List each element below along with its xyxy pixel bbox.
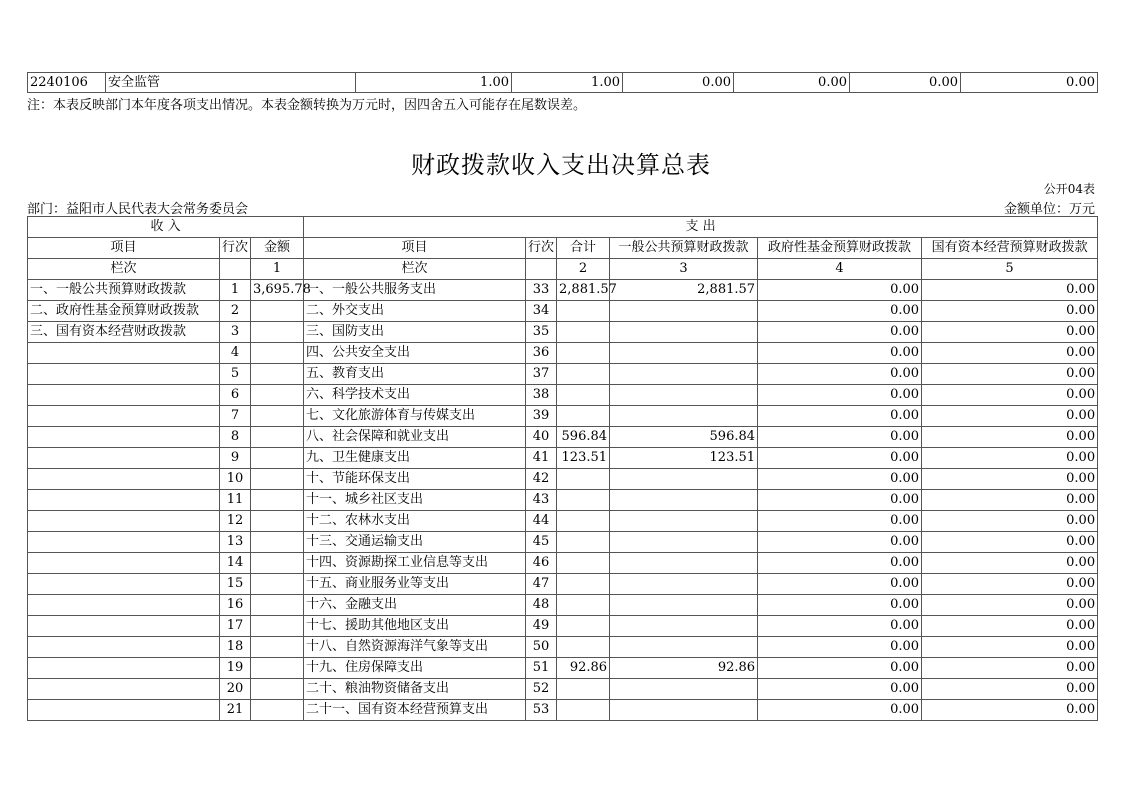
gov-fund-cell: 0.00 [758,700,922,721]
general-budget-cell: 123.51 [610,448,758,469]
expense-row-no-cell: 41 [526,448,557,469]
income-item-cell [28,637,220,658]
income-amount-cell [251,406,304,427]
total-cell [557,616,610,637]
general-budget-cell [610,637,758,658]
income-row-no-cell: 7 [220,406,251,427]
general-budget-cell [610,700,758,721]
soe-cell: 0.00 [922,532,1098,553]
total-cell [557,490,610,511]
table-row [28,406,1098,427]
soe-cell: 0.00 [922,280,1098,301]
expense-item-cell: 十六、金融支出 [304,595,526,616]
total-cell [557,343,610,364]
income-item-cell [28,658,220,679]
gov-fund-cell: 0.00 [758,427,922,448]
total-cell [557,301,610,322]
expense-row-no-cell: 40 [526,427,557,448]
income-amount-cell [251,658,304,679]
expense-item-cell: 十四、资源勘探工业信息等支出 [304,553,526,574]
income-row-no-cell: 9 [220,448,251,469]
expense-row-no-cell: 49 [526,616,557,637]
income-item-cell [28,448,220,469]
income-amount-cell [251,364,304,385]
income-amount-cell [251,427,304,448]
total-cell: 596.84 [557,427,610,448]
income-row-no-cell: 18 [220,637,251,658]
gov-fund-cell: 0.00 [758,532,922,553]
income-row-no-cell: 21 [220,700,251,721]
income-item-cell [28,406,220,427]
soe-cell: 0.00 [922,364,1098,385]
soe-cell: 0.00 [922,553,1098,574]
gov-fund-cell: 0.00 [758,574,922,595]
header-row [28,259,1098,280]
general-budget-cell [610,511,758,532]
income-item-cell [28,553,220,574]
general-budget-cell [610,322,758,343]
soe-cell: 0.00 [922,301,1098,322]
general-budget-cell: 596.84 [610,427,758,448]
row-no-header: 行次 [526,238,557,259]
total-cell [557,700,610,721]
total-cell: 92.86 [557,658,610,679]
table-row [28,658,1098,679]
general-budget-cell [610,364,758,385]
table-row [28,385,1098,406]
expense-row-no-cell: 38 [526,385,557,406]
expense-item-cell: 十五、商业服务业等支出 [304,574,526,595]
income-amount-cell [251,700,304,721]
table-row [28,427,1098,448]
income-amount-cell [251,553,304,574]
table-row [28,469,1098,490]
income-amount-cell [251,322,304,343]
soe-cell: 0.00 [922,385,1098,406]
general-budget-cell: 92.86 [610,658,758,679]
table-row [28,343,1098,364]
income-row-no-cell: 15 [220,574,251,595]
expense-row-no-cell: 48 [526,595,557,616]
header-row [28,217,1098,238]
table-row [28,700,1098,721]
expense-item-cell: 十二、农林水支出 [304,511,526,532]
expense-row-no-cell: 52 [526,679,557,700]
soe-cell: 0.00 [922,427,1098,448]
expense-item-cell: 一、一般公共服务支出 [304,280,526,301]
expense-row-no-cell: 45 [526,532,557,553]
column-index: 1 [251,259,304,280]
expense-row-no-cell: 53 [526,700,557,721]
table-row [28,364,1098,385]
table-row [28,532,1098,553]
total-cell: 2,881.57 [557,280,610,301]
income-row-no-cell: 8 [220,427,251,448]
expense-item-cell: 三、国防支出 [304,322,526,343]
soe-cell: 0.00 [922,448,1098,469]
page-title: 财政拨款收入支出决算总表 [411,151,711,179]
income-row-no-cell: 6 [220,385,251,406]
gov-fund-cell: 0.00 [758,637,922,658]
expense-item-cell: 五、教育支出 [304,364,526,385]
gov-fund-cell: 0.00 [758,322,922,343]
gov-fund-cell: 0.00 [758,679,922,700]
income-item-cell [28,511,220,532]
column-index [220,259,251,280]
expense-item-cell: 四、公共安全支出 [304,343,526,364]
header-row [28,238,1098,259]
soe-cell: 0.00 [922,406,1098,427]
income-item-cell [28,343,220,364]
gov-fund-cell: 0.00 [758,448,922,469]
soe-cell: 0.00 [922,616,1098,637]
unit-label: 金额单位：万元 [1003,202,1095,217]
gov-fund-cell: 0.00 [758,301,922,322]
gov-fund-cell: 0.00 [758,343,922,364]
gov-fund-cell: 0.00 [758,280,922,301]
table-row [28,637,1098,658]
expense-item-cell: 七、文化旅游体育与传媒支出 [304,406,526,427]
column-index: 4 [758,259,922,280]
value-cell: 0.00 [850,73,961,93]
value-cell: 0.00 [623,73,734,93]
expense-row-no-cell: 36 [526,343,557,364]
table-number: 公开04表 [1043,182,1095,196]
soe-cell: 0.00 [922,511,1098,532]
soe-cell: 0.00 [922,574,1098,595]
expense-row-no-cell: 44 [526,511,557,532]
gov-fund-cell: 0.00 [758,406,922,427]
total-cell [557,406,610,427]
table-row [28,322,1098,343]
income-amount-cell [251,448,304,469]
name-cell: 安全监管 [106,73,356,93]
table-row [28,280,1098,301]
total-cell [557,511,610,532]
income-row-no-cell: 19 [220,658,251,679]
soe-cell: 0.00 [922,343,1098,364]
expense-item-cell: 十一、城乡社区支出 [304,490,526,511]
expense-item-cell: 十七、援助其他地区支出 [304,616,526,637]
gov-fund-cell: 0.00 [758,553,922,574]
column-index: 5 [922,259,1098,280]
income-row-no-cell: 12 [220,511,251,532]
expense-item-cell: 二、外交支出 [304,301,526,322]
value-cell: 1.00 [356,73,512,93]
gov-fund-cell: 0.00 [758,511,922,532]
total-cell [557,595,610,616]
expense-item-cell: 六、科学技术支出 [304,385,526,406]
expense-row-no-cell: 39 [526,406,557,427]
expense-item-cell: 二十、粮油物资储备支出 [304,679,526,700]
income-item-cell [28,385,220,406]
expense-row-no-cell: 46 [526,553,557,574]
general-budget-cell [610,616,758,637]
table-row [28,595,1098,616]
income-item-cell: 一、一般公共预算财政拨款 [28,280,220,301]
item-header: 项目 [304,238,526,259]
income-item-cell [28,532,220,553]
expense-row-no-cell: 35 [526,322,557,343]
income-item-cell [28,679,220,700]
general-budget-cell [610,574,758,595]
amount-header: 金额 [251,238,304,259]
expense-row-no-cell: 37 [526,364,557,385]
total-cell [557,364,610,385]
total-cell [557,679,610,700]
expense-row-no-cell: 51 [526,658,557,679]
table-note: 注：本表反映部门本年度各项支出情况。本表金额转换为万元时，因四舍五入可能存在尾数误差。 [27,98,587,113]
expense-item-cell: 十、节能环保支出 [304,469,526,490]
expense-row-no-cell: 34 [526,301,557,322]
income-amount-cell [251,385,304,406]
expense-header: 支 出 [304,217,1098,238]
general-budget-cell [610,343,758,364]
column-index [526,259,557,280]
department-label: 部门：益阳市人民代表大会常务委员会 [27,202,249,217]
table-row [28,301,1098,322]
expense-row-no-cell: 50 [526,637,557,658]
total-header: 合计 [557,238,610,259]
total-cell [557,532,610,553]
expense-item-cell: 十三、交通运输支出 [304,532,526,553]
income-row-no-cell: 2 [220,301,251,322]
table-row [28,490,1098,511]
income-amount-cell [251,574,304,595]
general-budget-cell [610,385,758,406]
code-cell: 2240106 [28,73,106,93]
income-item-cell: 二、政府性基金预算财政拨款 [28,301,220,322]
table-row [28,679,1098,700]
income-amount-cell [251,679,304,700]
value-cell: 0.00 [961,73,1098,93]
income-header: 收 入 [28,217,304,238]
expense-item-cell: 十九、住房保障支出 [304,658,526,679]
general-budget-cell [610,490,758,511]
income-row-no-cell: 10 [220,469,251,490]
expense-item-cell: 十八、自然资源海洋气象等支出 [304,637,526,658]
expense-row-no-cell: 43 [526,490,557,511]
gov-fund-header: 政府性基金预算财政拨款 [758,238,922,259]
income-item-cell [28,427,220,448]
income-amount-cell [251,490,304,511]
soe-cell: 0.00 [922,322,1098,343]
income-amount-cell: 3,695.78 [251,280,304,301]
income-row-no-cell: 11 [220,490,251,511]
value-cell: 0.00 [734,73,850,93]
income-row-no-cell: 16 [220,595,251,616]
income-amount-cell [251,532,304,553]
soe-header: 国有资本经营预算财政拨款 [922,238,1098,259]
income-row-no-cell: 3 [220,322,251,343]
total-cell [557,574,610,595]
income-item-cell [28,616,220,637]
income-row-no-cell: 1 [220,280,251,301]
expense-row-no-cell: 47 [526,574,557,595]
general-budget-cell [610,532,758,553]
income-amount-cell [251,469,304,490]
budget-table [27,216,1098,721]
income-item-cell [28,700,220,721]
column-index-label: 栏次 [28,259,220,280]
income-item-cell [28,574,220,595]
income-amount-cell [251,511,304,532]
income-row-no-cell: 17 [220,616,251,637]
value-cell: 1.00 [512,73,623,93]
income-item-cell [28,490,220,511]
gov-fund-cell: 0.00 [758,490,922,511]
previous-table [27,72,1098,93]
soe-cell: 0.00 [922,469,1098,490]
gov-fund-cell: 0.00 [758,469,922,490]
income-amount-cell [251,301,304,322]
table-row [28,574,1098,595]
general-budget-cell [610,301,758,322]
total-cell [557,385,610,406]
general-budget-cell [610,469,758,490]
total-cell [557,637,610,658]
general-budget-cell: 2,881.57 [610,280,758,301]
general-budget-cell [610,553,758,574]
soe-cell: 0.00 [922,700,1098,721]
income-row-no-cell: 4 [220,343,251,364]
income-amount-cell [251,343,304,364]
general-budget-cell [610,406,758,427]
table-row [28,448,1098,469]
income-item-cell [28,469,220,490]
expense-item-cell: 八、社会保障和就业支出 [304,427,526,448]
table-row [28,511,1098,532]
expense-row-no-cell: 42 [526,469,557,490]
soe-cell: 0.00 [922,490,1098,511]
column-index-label: 栏次 [304,259,526,280]
gov-fund-cell: 0.00 [758,616,922,637]
expense-row-no-cell: 33 [526,280,557,301]
soe-cell: 0.00 [922,595,1098,616]
general-budget-cell [610,679,758,700]
income-item-cell [28,364,220,385]
income-amount-cell [251,595,304,616]
item-header: 项目 [28,238,220,259]
row-no-header: 行次 [220,238,251,259]
income-amount-cell [251,637,304,658]
income-row-no-cell: 13 [220,532,251,553]
table-row [28,73,1098,93]
table-row [28,616,1098,637]
expense-item-cell: 二十一、国有资本经营预算支出 [304,700,526,721]
column-index: 2 [557,259,610,280]
gov-fund-cell: 0.00 [758,364,922,385]
income-item-cell [28,595,220,616]
gov-fund-cell: 0.00 [758,595,922,616]
gov-fund-cell: 0.00 [758,385,922,406]
expense-item-cell: 九、卫生健康支出 [304,448,526,469]
total-cell [557,469,610,490]
total-cell [557,322,610,343]
income-amount-cell [251,616,304,637]
general-budget-header: 一般公共预算财政拨款 [610,238,758,259]
total-cell [557,553,610,574]
soe-cell: 0.00 [922,658,1098,679]
total-cell: 123.51 [557,448,610,469]
table-row [28,553,1098,574]
income-row-no-cell: 5 [220,364,251,385]
gov-fund-cell: 0.00 [758,658,922,679]
income-row-no-cell: 20 [220,679,251,700]
soe-cell: 0.00 [922,637,1098,658]
income-row-no-cell: 14 [220,553,251,574]
column-index: 3 [610,259,758,280]
soe-cell: 0.00 [922,679,1098,700]
income-item-cell: 三、国有资本经营财政拨款 [28,322,220,343]
general-budget-cell [610,595,758,616]
